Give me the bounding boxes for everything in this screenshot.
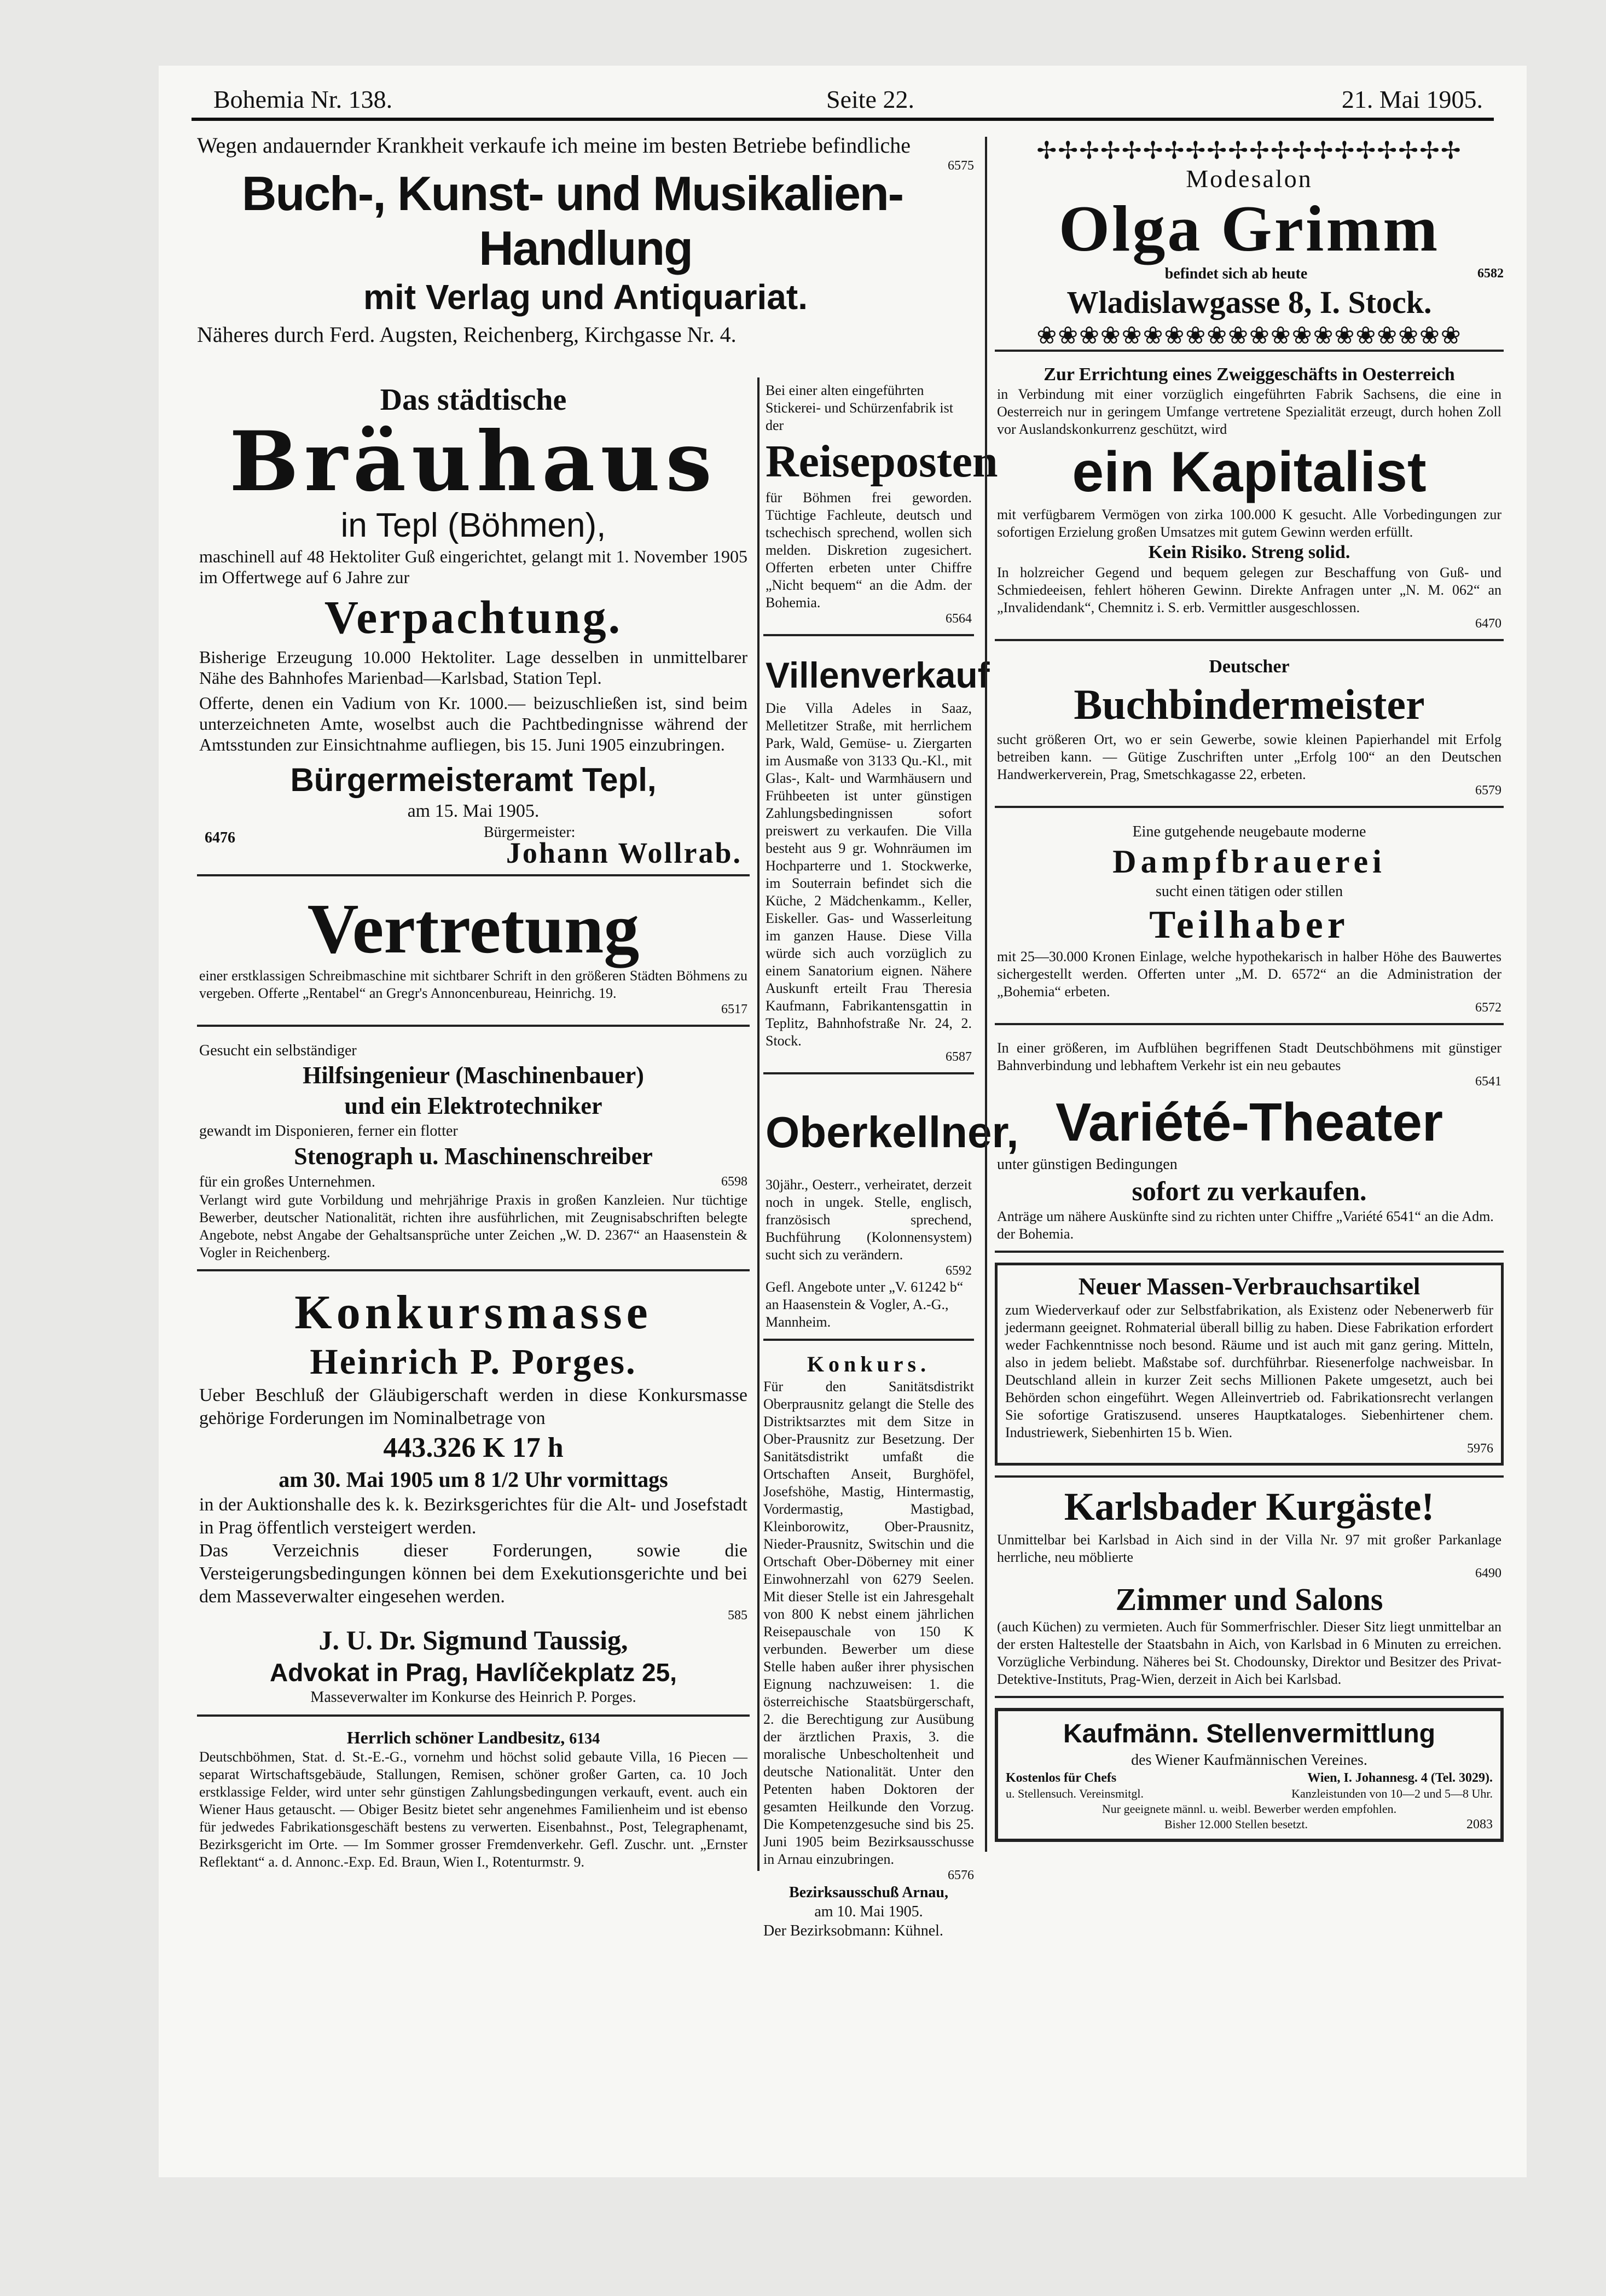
hilfs-title4: Stenograph u. Maschinenschreiber — [294, 1143, 653, 1170]
hilfs-number: 6598 — [721, 1175, 747, 1189]
hilfs-line5: für ein großes Unternehmen. — [199, 1173, 375, 1190]
page-header — [192, 79, 1494, 121]
dampf-number: 6572 — [1475, 1001, 1501, 1015]
brauhaus-p3: Offerte, denen ein Vadium von Kr. 1000.— beizuschließen ist, sind beim unterzeichneten Amte, woselbst auch die Pachtbedingnisse während der Amtsstunden zur Einsichtnahme aufliegen, bis 15. Juni 1905 einzubringen. — [199, 693, 747, 754]
right-column — [985, 137, 1504, 1852]
konkursmasse-date: am 30. Mai 1905 um 8 1/2 Uhr vormittags — [279, 1467, 668, 1492]
brauhaus-role: Bürgermeister: — [484, 824, 576, 841]
buch-title: Buch-, Kunst- und Musikalien-Handlung — [241, 166, 903, 275]
olga-number: 6582 — [1477, 266, 1504, 281]
brauhaus-title: Bräuhaus — [229, 414, 717, 510]
kap-number: 6470 — [1475, 617, 1501, 631]
brauhaus-place: in Tepl (Böhmen), — [340, 507, 606, 544]
konkurs-number: 6576 — [948, 1868, 974, 1882]
olga-sub: befindet sich ab heute — [1164, 265, 1308, 282]
villa-body: Die Villa Adeles in Saaz, Melletitzer Straße, mit herrlichem Park, Wald, Gemüse- u. Ziergarten im Ausmaße von 3133 Qu.-Kl., mit Glas-, Kalt- und Warmhäusern und Frühbeeten ist unter günstigen Zahlungsbedingnissen sofort preiswert zu verkaufen. Die Villa besteht aus 9 gr. Wohnräumen im Hochparterre und 1. Stockwerke, im Souterrain befindet sich die Küche, 2 Mädchenkamm., Keller, Eiskeller. Gas- und Wasserleitung im ganzen Hause. Diese Villa würde sich auch vorzüglich zu einem Sanatorium eignen. Nähere Auskunft erteilt Frau Theresia Kaufmann, Fabrikantensgattin in Teplitz, Bahnhofstraße Nr. 24, 2. Stock. — [766, 700, 972, 1049]
header-issue: Bohemia Nr. 138. — [213, 85, 393, 113]
hilfs-body: Verlangt wird gute Vorbildung und mehrjährige Praxis in großen Kanzleien. Nur tüchtige Bewerber, deutscher Nationalität, richten ihre ausführlichen, mit Zeugnisabschriften belegte Angebote, nebst Angabe der Gehaltsansprüche unter Zeichen „W. D. 2367“ an Haasenstein & Vogler in Reichenberg. — [199, 1192, 747, 1260]
kapitalist-ad — [995, 359, 1504, 641]
buchb-body: sucht größeren Ort, wo er sein Gewerbe, sowie kleinen Papierhandel mit Erfolg betreiben kann. — Gütige Zuschriften unter „Erfolg 100“ an den Deutschen Handwerkerverein, Prag, Smetschkagasse 22, erbeten. — [997, 731, 1501, 782]
konkursmasse-signature: J. U. Dr. Sigmund Taussig, — [318, 1625, 628, 1655]
konkursmasse-number: 585 — [728, 1608, 747, 1623]
header-date: 21. Mai 1905. — [1341, 85, 1483, 113]
kap-p4: In holzreicher Gegend und bequem gelegen zur Beschaffung von Guß- und Schmiedeeisen, fehlert höheren Gewinn. Direkte Anfragen unter „N. M. 062“ an „Invalidendank“, Chemnitz i. S. erb. Vermittler ausgeschlossen. — [997, 565, 1501, 615]
buchbinder-ad — [995, 651, 1504, 808]
variete-sale: sofort zu verkaufen. — [1132, 1176, 1367, 1206]
olga-title: Olga Grimm — [1058, 192, 1440, 265]
karls-rooms: Zimmer und Salons — [1115, 1582, 1383, 1617]
konkurs-obmann: Der Bezirksobmann: Kühnel. — [763, 1922, 943, 1939]
karls-number: 6490 — [1475, 1566, 1501, 1580]
stellenvermittlung-ad — [995, 1708, 1504, 1842]
variete-title: Variété-Theater — [1055, 1092, 1443, 1152]
buch-ad — [197, 132, 974, 348]
kauf-l3: u. Stellensuch. Vereinsmitgl. — [1006, 1787, 1144, 1800]
brauhaus-sign-block — [199, 823, 747, 867]
konkursmasse-address: Advokat in Prag, Havlíčekplatz 25, — [270, 1658, 677, 1687]
brauhaus-number: 6476 — [205, 829, 235, 846]
villa-number: 6587 — [946, 1050, 972, 1064]
massen-title: Neuer Massen-Verbrauchsartikel — [1078, 1273, 1421, 1300]
kap-title: ein Kapitalist — [1072, 440, 1427, 504]
dampf-sub: sucht einen tätigen oder stillen — [1155, 883, 1343, 900]
oberkellner-ad — [763, 1084, 1019, 1341]
ober-title: Oberkellner, — [766, 1108, 1019, 1156]
villa-ad — [763, 646, 990, 1074]
landbesitz-ad — [197, 1727, 750, 1871]
hilfs-line3: gewandt im Disponieren, ferner ein flotter — [199, 1123, 458, 1140]
konkursmasse-p2: in der Auktionshalle des k. k. Bezirksgerichtes für die Alt- und Josefstadt in Prag öffentlich versteigert werden. — [199, 1495, 747, 1538]
hilfs-title1: Hilfsingenieur (Maschinenbauer) — [303, 1062, 644, 1089]
karls-p1: Unmittelbar bei Karlsbad in Aich sind in der Villa Nr. 97 mit großer Parkanlage herrliche, neu möblierte — [997, 1532, 1501, 1565]
vertretung-title: Vertretung — [307, 890, 640, 968]
hilfs-title2: und ein Elektrotechniker — [344, 1092, 602, 1119]
reise-number: 6564 — [946, 612, 972, 626]
left-column — [197, 377, 759, 1871]
reise-title: Reiseposten — [766, 436, 998, 487]
massen-body: zum Wiederverkauf oder zur Selbstfabrikation, als Existenz oder Nebenerwerb für jedermann geeignet. Rohmaterial überall billig zu haben. Diese Fabrikation erfordert weder Fachkenntnisse noch besond. Räume und ist auch mit ganz gering. Mitteln, also in jedem beliebt. Maßstabe sof. durchführbar. Riesenerfolge nachweisbar. In Deutschland allein in kurzer Zeit sechs Millionen Pakete umgesetzt, auch bei Behörden schon eingeführt. Wegen Alleinvertrieb od. Fabrikationsrecht verlangen Sie sofortige Gratiszusend. unseres Hauptkataloges. Siebenhirtener chem. Industriewerk, Siebenhirten 15 b. Wien. — [1005, 1302, 1493, 1440]
dampf-pre: Eine gutgehende neugebaute moderne — [1132, 823, 1366, 840]
kauf-l5: Nur geeignete männl. u. weibl. Bewerber werden empfohlen. — [1101, 1802, 1397, 1816]
brauhaus-date: am 15. Mai 1905. — [407, 801, 540, 821]
ornament-border-bottom: ❀❀❀❀❀❀❀❀❀❀❀❀❀❀❀❀❀❀❀❀ — [995, 322, 1504, 352]
buch-subtitle: mit Verlag und Antiquariat. — [363, 277, 808, 317]
konkursmasse-role: Masseverwalter im Konkurse des Heinrich P. Porges. — [310, 1689, 636, 1706]
brauhaus-mayor: Johann Wollrab. — [506, 836, 742, 869]
olga-pre: Modesalon — [1186, 165, 1313, 193]
variete-pre: In einer größeren, im Aufblühen begriffenen Stadt Deutschböhmens mit günstiger Bahnverbindung und lebhaftem Verkehr ist ein neu gebautes — [997, 1040, 1501, 1073]
konkursmasse-ad — [197, 1281, 750, 1717]
kauf-number: 2083 — [1466, 1817, 1493, 1832]
kauf-l4: Kanzleistunden von 10—2 und 5—8 Uhr. — [1291, 1787, 1493, 1800]
brauhaus-verpachtung: Verpachtung. — [324, 591, 623, 643]
buch-intro: Wegen andauernder Krankheit verkaufe ich meine im besten Betriebe befindliche — [197, 133, 911, 158]
buch-number: 6575 — [948, 159, 974, 173]
ober-body: 30jähr., Oesterr., verheiratet, derzeit noch in ungek. Stelle, englisch, französisch sprechend, Buchführung (Kolonnensystem) sucht sich zu verändern. — [766, 1177, 972, 1263]
konkurs-date: am 10. Mai 1905. — [814, 1903, 923, 1920]
vertretung-body: einer erstklassigen Schreibmaschine mit sichtbarer Schrift in den größeren Städten Böhmens zu vergeben. Offerte „Rentabel“ an Gregr's Annoncenbureau, Heinrichg. 19. — [199, 968, 747, 1001]
dampf-teilhaber: Teilhaber — [1149, 903, 1349, 946]
dampfbrauerei-ad — [995, 818, 1504, 1025]
variete-tail: Anträge um nähere Auskünfte sind zu richten unter Chiffre „Variété 6541“ an die Adm. der Bohemia. — [997, 1208, 1494, 1242]
dampf-title: Dampfbrauerei — [1112, 844, 1386, 880]
buchb-pre: Deutscher — [1209, 656, 1290, 677]
kauf-l2: Wien, I. Johannesg. 4 (Tel. 3029). — [1307, 1771, 1493, 1785]
header-page: Seite 22. — [826, 85, 914, 113]
kap-p3: Kein Risiko. Streng solid. — [1148, 542, 1350, 562]
kauf-l1: Kostenlos für Chefs — [1006, 1771, 1117, 1785]
brauhaus-pre: Das städtische — [380, 383, 567, 417]
dampf-body: mit 25—30.000 Kronen Einlage, welche hypothekarisch in halber Höhe des Bauwertes sichergestellt werden. Offerten unter „M. D. 6572“ an die Administration der „Bohemia“ erbeten. — [997, 949, 1501, 999]
variete-sub: unter günstigen Bedingungen — [997, 1156, 1178, 1173]
newspaper-page — [159, 66, 1527, 2177]
kauf-l6: Bisher 12.000 Stellen besetzt. — [1164, 1817, 1308, 1831]
konkursmasse-p3: Das Verzeichnis dieser Forderungen, sowie die Versteigerungsbedingungen können bei dem Exekutionsgerichte und bei dem Masseverwalter eingesehen werden. — [199, 1541, 747, 1607]
villa-title: Villenverkauf — [766, 655, 990, 695]
kap-p2: mit verfügbarem Vermögen von zirka 100.000 K gesucht. Alle Vorbedingungen zur sofortigen Erzielung großen Umsatzes mit gutem Gewinn werden erfüllt. — [997, 507, 1501, 540]
brauhaus-p1: maschinell auf 48 Hektoliter Guß eingerichtet, gelangt mit 1. November 1905 im Offertwege auf 6 Jahre zur — [199, 547, 747, 587]
vertretung-number: 6517 — [721, 1002, 747, 1016]
buch-contact: Näheres durch Ferd. Augsten, Reichenberg, Kirchgasse Nr. 4. — [197, 322, 737, 347]
ornament-border-top: ✢✢✢✢✢✢✢✢✢✢✢✢✢✢✢✢✢✢✢✢ — [1036, 137, 1462, 164]
kauf-title: Kaufmänn. Stellenvermittlung — [1063, 1719, 1436, 1748]
konkurs-title: Konkurs. — [807, 1352, 931, 1376]
ober-number: 6592 — [946, 1264, 972, 1278]
variete-number: 6541 — [1475, 1074, 1501, 1089]
massen-number: 5976 — [1467, 1441, 1493, 1456]
kap-pre: Zur Errichtung eines Zweiggeschäfts in Oesterreich — [1043, 364, 1455, 385]
konkursmasse-amount: 443.326 K 17 h — [383, 1432, 564, 1463]
konkurs-signature: Bezirksausschuß Arnau, — [789, 1884, 948, 1901]
konkursmasse-name: Heinrich P. Porges. — [310, 1342, 637, 1382]
brauhaus-ad — [197, 377, 750, 876]
vertretung-ad — [197, 886, 750, 1027]
konkurs-ad — [763, 1351, 974, 1940]
brauhaus-p2: Bisherige Erzeugung 10.000 Hektoliter. Lage desselben in unmittelbarer Nähe des Bahnhofes Marienbad—Karlsbad, Station Tepl. — [199, 647, 747, 688]
reise-intro: Bei einer alten eingeführten Stickerei- und Schürzenfabrik ist der — [766, 382, 953, 433]
massenartikel-ad — [995, 1263, 1504, 1466]
kap-p1: in Verbindung mit einer vorzüglich eingeführten Fabrik Sachsens, die eine in Oesterreich nur in geringem Umfange vertretene Spezialität erzeugt, durch hohen Zoll vor Auslandskonkurrenz geschützt, wird — [997, 386, 1501, 437]
karls-title: Karlsbader Kurgäste! — [1064, 1485, 1435, 1528]
konkursmasse-title: Konkursmasse — [294, 1286, 652, 1339]
karlsbad-ad — [995, 1475, 1504, 1698]
variete-ad — [995, 1035, 1504, 1253]
landbesitz-title: Herrlich schöner Landbesitz, — [346, 1728, 565, 1747]
buchb-title: Buchbindermeister — [1074, 681, 1425, 728]
olga-address: Wladislawgasse 8, I. Stock. — [1066, 284, 1432, 320]
buchb-number: 6579 — [1475, 783, 1501, 798]
reise-body: für Böhmen frei geworden. Tüchtige Fachleute, deutsch und tschechisch sprechend, wollen sich melden. Diskretion zugesichert. Offerten erbeten unter Chiffre „Nicht bequem“ an die Adm. der Bohemia. — [766, 490, 972, 611]
karls-p2: (auch Küchen) zu vermieten. Auch für Sommerfrischler. Dieser Sitz liegt unmittelbar an der ersten Haltestelle der Staatsbahn in Aich, von Karlsbad in 6 Minuten zu erreichen. Vorzügliche Verbindung. Näheres bei St. Chodounsky, Direktor und Besitzer des Privat-Detektive-Instituts, Prag-Wien, derzeit in Aich bei Karlsbad. — [997, 1619, 1501, 1687]
konkurs-body: Für den Sanitätsdistrikt Oberprausnitz gelangt die Stelle des Distriktsarztes mit dem Sitze in Ober-Prausnitz zur Besetzung. Der Sanitätsdistrikt umfaßt die Ortschaften Anseit, Burghöfel, Josefshöhe, Mastig, Hintermastig, Vordermastig, Mastigbad, Kleinborowitz, Ober-Prausnitz, Nieder-Prausnitz, Switschin und die Ortschaft Ober-Döberney mit einer Einwohnerzahl von 6279 Seelen. Mit dieser Stelle ist ein Jahresgehalt von 800 K nebst einem jährlichen Reisepauschale von 150 K verbunden. Bewerber um diese Stelle haben außer ihrer physischen Eignung nachzuweisen: 1. die österreichische Staatsbürgerschaft, 2. die Berechtigung zur Ausübung der ärztlichen Praxis, 3. die moralische Unbescholtenheit und deutsche Nationalität. Unter den Petenten haben Doktoren der gesamten Heilkunde den Vorzug. Die Kompetenzgesuche sind bis 25. Juni 1905 beim Bezirksausschusse in Arnau einzubringen. — [763, 1379, 974, 1867]
reiseposten-ad — [763, 377, 998, 636]
hilfsingenieur-ad — [197, 1037, 750, 1271]
brauhaus-signature: Bürgermeisteramt Tepl, — [290, 762, 657, 798]
konkursmasse-p1: Ueber Beschluß der Gläubigerschaft werden in diese Konkursmasse gehörige Forderungen im Nominalbetrage von — [199, 1385, 747, 1428]
ober-tail: Gefl. Angebote unter „V. 61242 b“ an Haasenstein & Vogler, A.-G., Mannheim. — [766, 1279, 964, 1330]
landbesitz-number: 6134 — [569, 1730, 600, 1747]
kauf-sub: des Wiener Kaufmännischen Vereines. — [1131, 1752, 1367, 1769]
landbesitz-body: Deutschböhmen, Stat. d. St.-E.-G., vornehm und höchst solid gebaute Villa, 16 Piecen — separat Wirtschaftsgebäude, Stallungen, Remisen, schöner großer Garten, ca. 10 Joch erstklassige Felder, wird unter sehr günstigen Zahlungsbedingungen verkauft, event. auch ein Wiener Haus getauscht. — Obiger Besitz bietet sehr angenehmes Familienheim und ist ebenso für jedwedes Fabrikationsgeschäft bestens zu verwerten. Eisenbahnst., Post, Telegraphenamt, Bezirksgericht im Orte. — Im Sommer grosser Fremdenverkehr. Gefl. Zuschr. unt. „Ernster Reflektant“ a. d. Annonc.-Exp. Ed. Braun, Wien I., Rotenturmstr. 9. — [199, 1749, 747, 1870]
hilfs-pre: Gesucht ein selbständiger — [199, 1042, 357, 1059]
middle-column — [763, 377, 1019, 1940]
